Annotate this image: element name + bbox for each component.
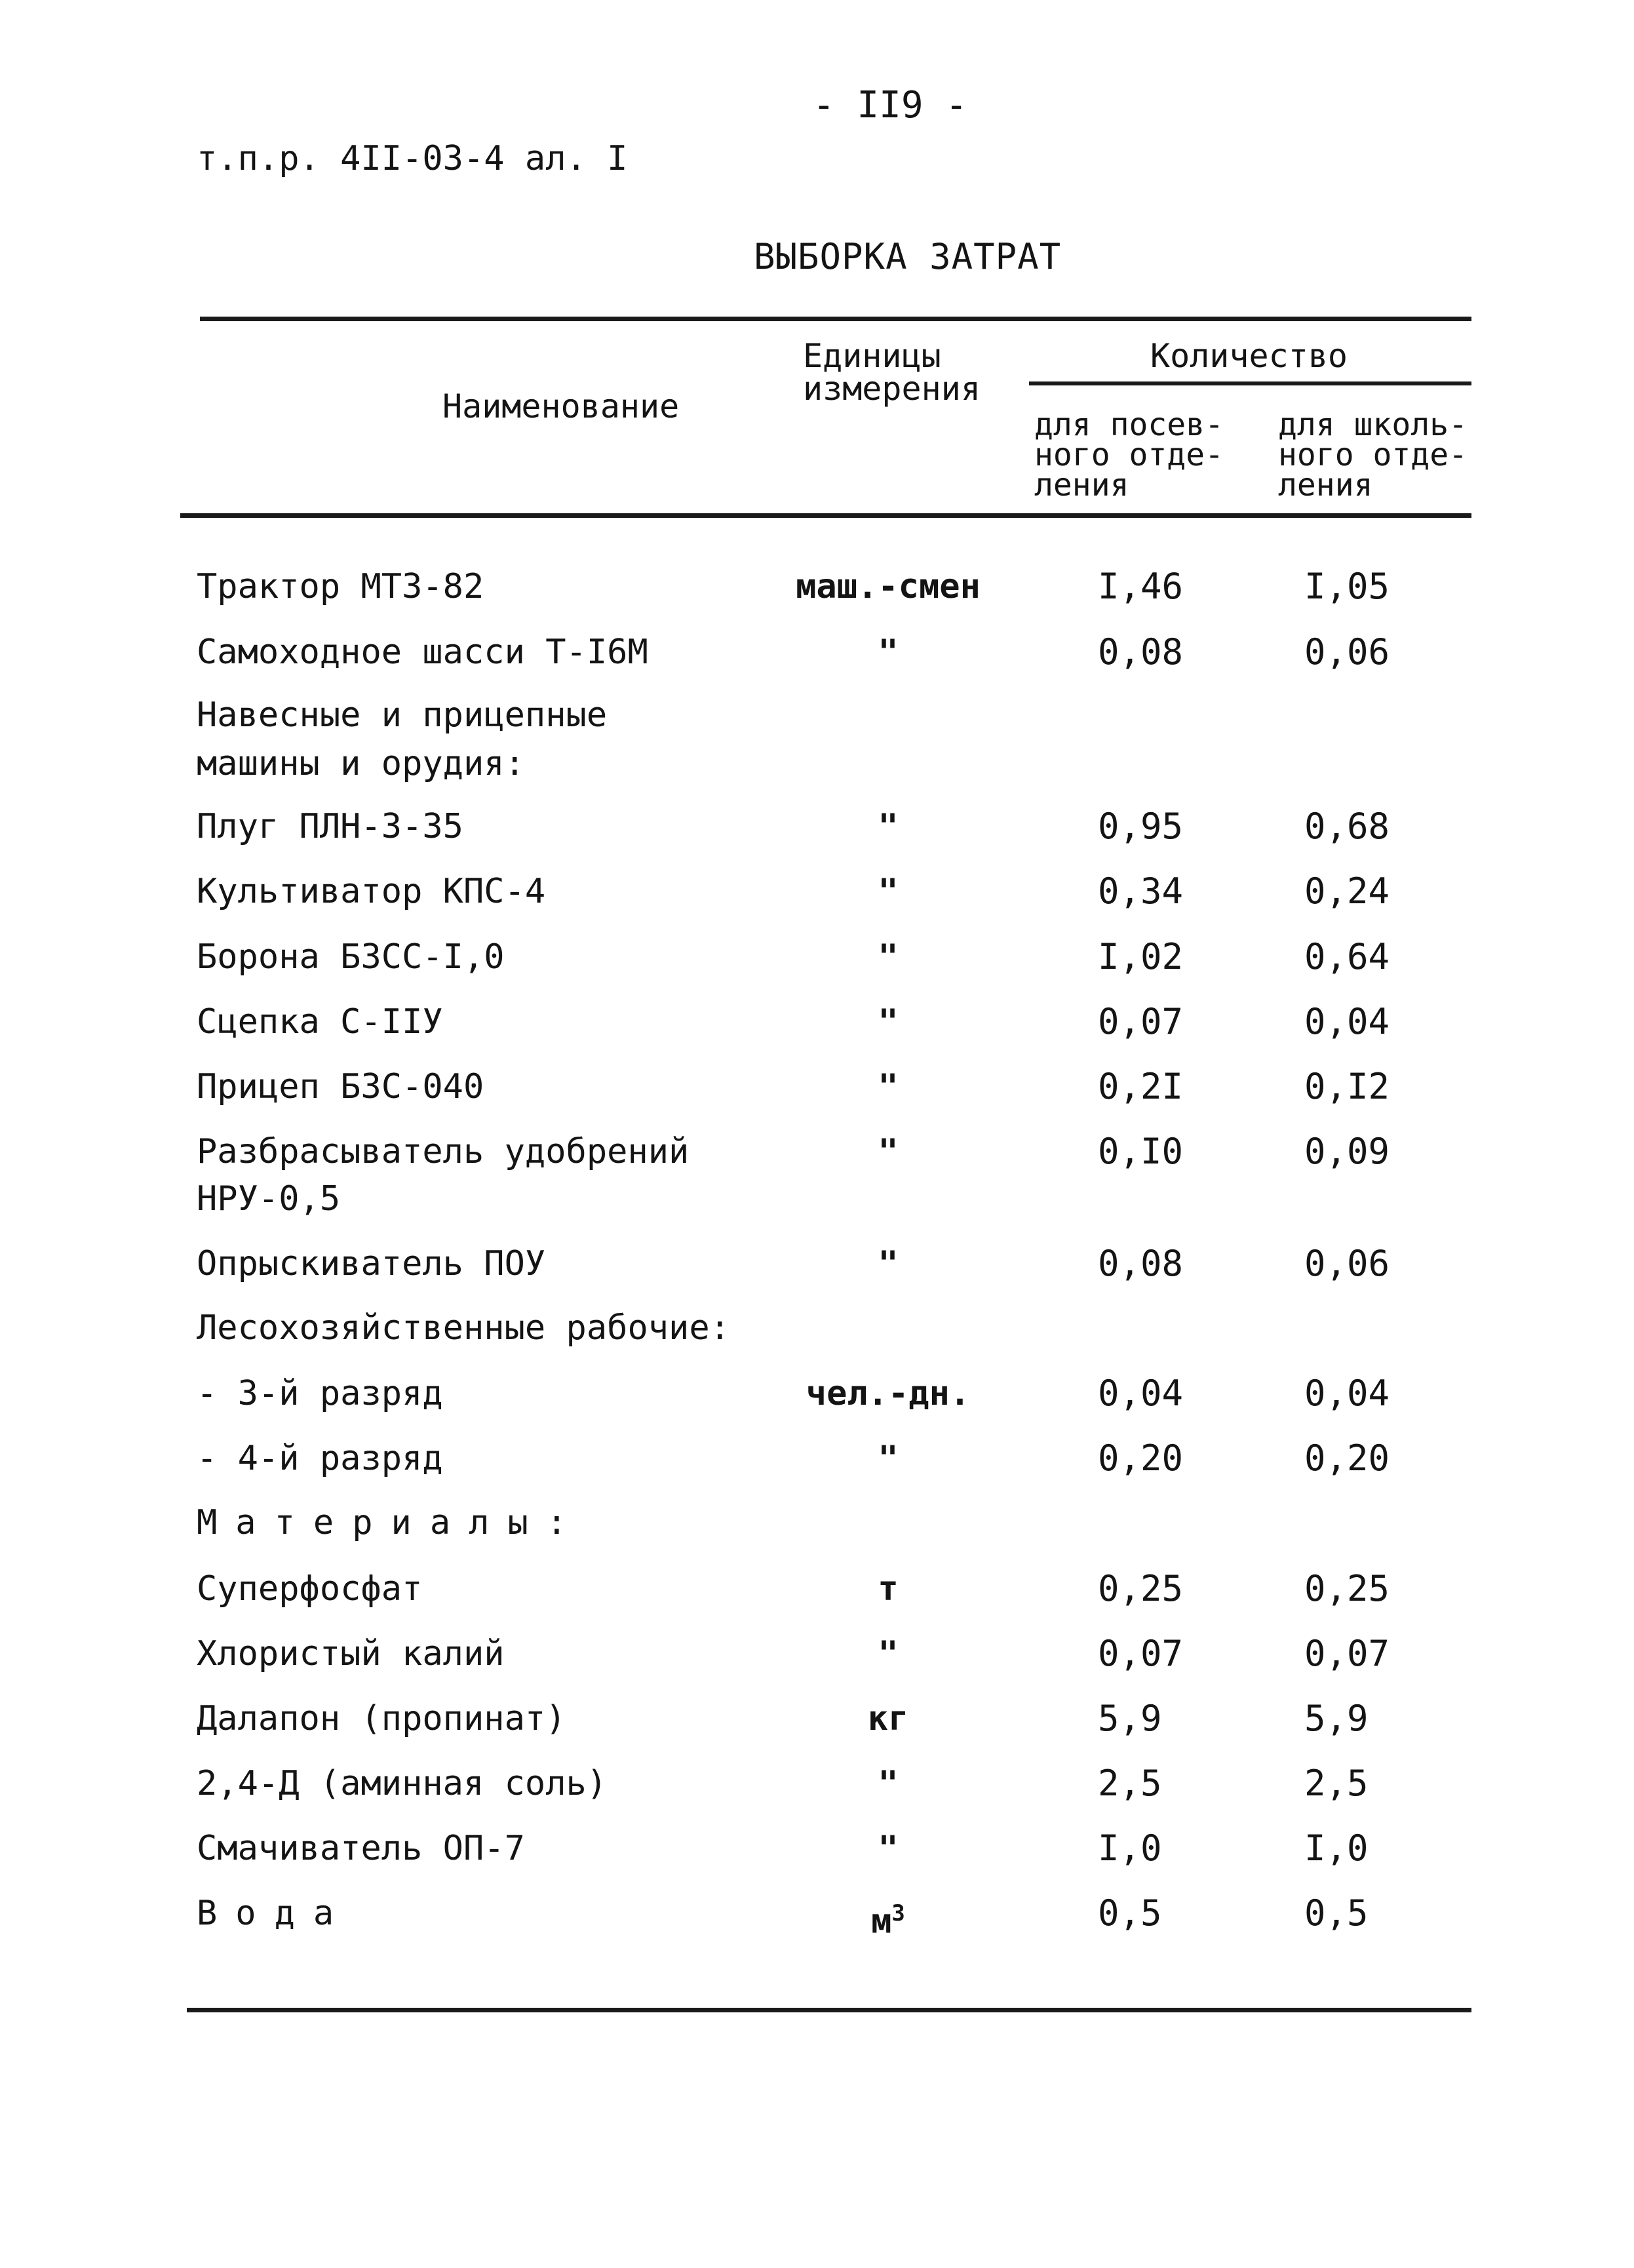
- header-unit-line1: Единицы: [803, 337, 941, 375]
- row-unit-base: м: [871, 1902, 892, 1942]
- section-materials: Материалы:: [197, 1503, 586, 1542]
- row-unit: ": [878, 1002, 899, 1042]
- row-qty-sowing: 0,I0: [1098, 1131, 1184, 1172]
- table-row: [0, 562, 1634, 614]
- table-bottom-rule: [187, 2008, 1471, 2012]
- row-qty-school: 0,09: [1304, 1131, 1390, 1172]
- row-name: Сцепка С-IIУ: [197, 1002, 443, 1042]
- table-row: [0, 997, 1634, 1049]
- row-unit: ": [878, 1634, 899, 1673]
- quantity-header-rule: [1029, 381, 1471, 385]
- row-name: Самоходное шасси Т-I6М: [197, 633, 648, 672]
- document-title: ВЫБОРКА ЗАТРАТ: [754, 236, 1062, 277]
- page-number: - II9 -: [813, 84, 968, 127]
- row-qty-school: 0,04: [1304, 1373, 1390, 1414]
- row-name: 2,4-Д (аминная соль): [197, 1764, 608, 1803]
- table-row: [0, 1369, 1634, 1421]
- header-col1-line1: для посев-: [1034, 406, 1224, 443]
- row-unit: ": [878, 633, 899, 672]
- table-row: [0, 739, 1634, 791]
- header-col2-line1: для школь-: [1278, 406, 1468, 443]
- table-row: [0, 1629, 1634, 1681]
- table-row: [0, 867, 1634, 919]
- table-row: [0, 1239, 1634, 1291]
- row-qty-school: 0,68: [1304, 806, 1390, 847]
- row-unit: ": [878, 1764, 899, 1803]
- row-qty-school: 5,9: [1304, 1698, 1369, 1739]
- row-unit: ": [878, 1067, 899, 1106]
- row-qty-school: 0,04: [1304, 1001, 1390, 1042]
- row-name: Хлористый калий: [197, 1634, 505, 1673]
- table-row: [0, 1174, 1634, 1226]
- row-qty-sowing: 0,95: [1098, 806, 1184, 847]
- row-qty-sowing: 0,07: [1098, 1633, 1184, 1674]
- table-row: [0, 1303, 1634, 1356]
- table-row: [0, 1759, 1634, 1811]
- row-qty-school: 0,I2: [1304, 1066, 1390, 1107]
- row-name: Плуг ПЛН-3-35: [197, 807, 463, 846]
- row-qty-school: 2,5: [1304, 1763, 1369, 1804]
- row-name: НРУ-0,5: [197, 1179, 341, 1219]
- row-unit: кг: [867, 1699, 909, 1738]
- table-row: [0, 1564, 1634, 1616]
- header-name: Наименование: [442, 387, 680, 425]
- table-row: [0, 1127, 1634, 1179]
- header-col1-line2: ного отде-: [1034, 437, 1224, 473]
- header-col2-line2: ного отде-: [1278, 437, 1468, 473]
- row-name: Вода: [197, 1894, 353, 1933]
- row-unit-exponent: 3: [891, 1900, 905, 1926]
- row-unit: ": [878, 1244, 899, 1283]
- row-qty-sowing: I,02: [1098, 936, 1184, 977]
- row-name: Смачиватель ОП-7: [197, 1829, 525, 1868]
- row-name: Опрыскиватель ПОУ: [197, 1244, 546, 1283]
- row-name: Разбрасыватель удобрений: [197, 1132, 690, 1171]
- row-unit: чел.-дн.: [806, 1374, 971, 1413]
- header-col1-line3: ления: [1034, 467, 1129, 503]
- row-name: - 4-й разряд: [197, 1439, 443, 1478]
- row-qty-sowing: 0,5: [1098, 1892, 1162, 1934]
- row-qty-school: 0,24: [1304, 870, 1390, 912]
- row-unit: маш.-смен: [796, 567, 981, 606]
- row-qty-sowing: 5,9: [1098, 1698, 1162, 1739]
- row-qty-school: I,05: [1304, 566, 1390, 607]
- header-bottom-rule: [180, 513, 1471, 518]
- table-row: [0, 932, 1634, 985]
- row-qty-school: 0,06: [1304, 631, 1390, 673]
- row-name: Далапон (пропинат): [197, 1699, 566, 1738]
- row-qty-sowing: 0,34: [1098, 870, 1184, 912]
- row-qty-sowing: 0,08: [1098, 1243, 1184, 1284]
- table-row: [0, 690, 1634, 743]
- row-name: - 3-й разряд: [197, 1374, 443, 1413]
- row-name: машины и орудия:: [197, 744, 525, 783]
- row-qty-school: 0,20: [1304, 1437, 1390, 1479]
- row-name: Прицеп БЗС-040: [197, 1067, 484, 1106]
- table-row: [0, 627, 1634, 680]
- row-qty-sowing: 0,04: [1098, 1373, 1184, 1414]
- row-qty-sowing: I,46: [1098, 566, 1184, 607]
- row-name: Трактор МТЗ-82: [197, 567, 484, 606]
- row-qty-sowing: 2,5: [1098, 1763, 1162, 1804]
- row-qty-school: 0,64: [1304, 936, 1390, 977]
- row-unit: [787, 1888, 990, 1946]
- row-qty-school: 0,06: [1304, 1243, 1390, 1284]
- row-unit: ": [878, 1829, 899, 1868]
- table-top-rule: [200, 317, 1471, 321]
- row-name: Культиватор КПС-4: [197, 872, 546, 911]
- row-qty-school: 0,25: [1304, 1568, 1390, 1609]
- table-row: [0, 1062, 1634, 1114]
- table-row: [0, 1434, 1634, 1486]
- row-name: Навесные и прицепные: [197, 695, 608, 735]
- row-qty-sowing: I,0: [1098, 1828, 1162, 1869]
- table-row: [0, 1824, 1634, 1876]
- row-name: Суперфосфат: [197, 1569, 423, 1609]
- row-qty-sowing: 0,20: [1098, 1437, 1184, 1479]
- header-unit-line2: измерения: [803, 370, 981, 408]
- row-unit: ": [878, 872, 899, 911]
- row-qty-school: 0,5: [1304, 1892, 1369, 1934]
- table-row: [0, 1498, 1634, 1550]
- row-unit: ": [878, 1132, 899, 1171]
- row-qty-school: I,0: [1304, 1828, 1369, 1869]
- row-qty-school: 0,07: [1304, 1633, 1390, 1674]
- row-qty-sowing: 0,25: [1098, 1568, 1184, 1609]
- header-col2-line3: ления: [1278, 467, 1373, 503]
- row-unit: ": [878, 937, 899, 977]
- row-name: Лесохозяйственные рабочие:: [197, 1308, 730, 1348]
- table-row: [0, 1694, 1634, 1746]
- row-unit: ": [878, 1439, 899, 1478]
- header-quantity: Количество: [1150, 337, 1348, 375]
- row-qty-sowing: 0,07: [1098, 1001, 1184, 1042]
- row-qty-sowing: 0,08: [1098, 631, 1184, 673]
- table-row: [0, 1888, 1634, 1941]
- row-unit: ": [878, 807, 899, 846]
- row-unit: т: [878, 1569, 899, 1609]
- document-code: т.п.р. 4II-03-4 ал. I: [197, 139, 628, 178]
- table-row: [0, 802, 1634, 854]
- row-qty-sowing: 0,2I: [1098, 1066, 1184, 1107]
- row-name: Борона БЗСС-I,0: [197, 937, 505, 977]
